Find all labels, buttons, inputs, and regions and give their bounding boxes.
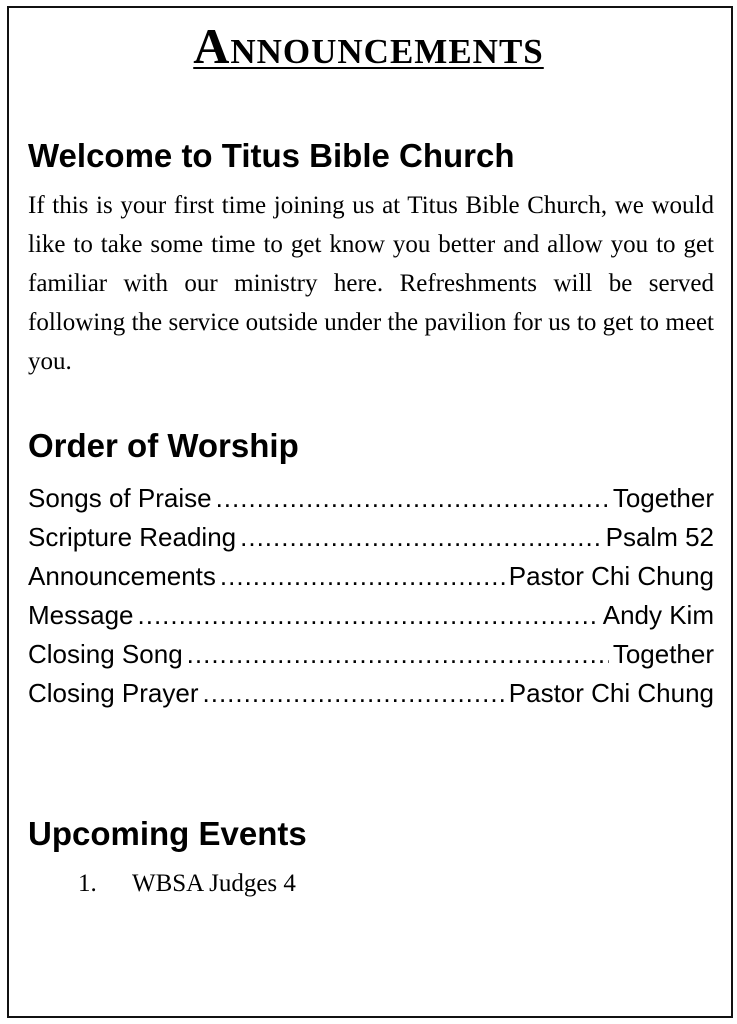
order-leader-name: Together <box>612 639 714 669</box>
page-title-text: Announcements <box>193 18 544 74</box>
list-item <box>78 866 296 902</box>
order-row <box>28 518 714 557</box>
order-of-worship-list <box>28 479 714 713</box>
order-item: Announcements <box>28 561 216 591</box>
order-row <box>28 557 714 596</box>
dot-leader <box>203 674 505 713</box>
welcome-paragraph: If this is your first time joining us at Titus Bible Church, we would like to take some time to get know you better and allow you to get familiar with our ministry here. Refreshments will be served following the service outside under the pavilion for us to get to meet you. <box>28 192 714 375</box>
order-of-worship-heading: Order of Worship <box>28 427 299 464</box>
dot-leader <box>240 518 601 557</box>
upcoming-events-list <box>78 866 296 902</box>
list-item-number: 1. <box>78 870 97 897</box>
page-title <box>0 20 737 72</box>
dot-leader <box>187 635 609 674</box>
order-row <box>28 674 714 713</box>
order-leader-name: Andy Kim <box>602 600 714 630</box>
order-leader-name: Psalm 52 <box>605 522 714 552</box>
dot-leader <box>216 479 609 518</box>
order-item: Closing Prayer <box>28 678 199 708</box>
order-leader-name: Pastor Chi Chung <box>508 561 714 591</box>
order-item: Songs of Praise <box>28 483 212 513</box>
order-leader-name: Together <box>612 483 714 513</box>
order-leader-name: Pastor Chi Chung <box>508 678 714 708</box>
order-item: Closing Song <box>28 639 183 669</box>
welcome-heading: Welcome to Titus Bible Church <box>28 137 515 174</box>
order-item: Message <box>28 600 134 630</box>
upcoming-events-heading: Upcoming Events <box>28 815 307 852</box>
dot-leader <box>138 596 599 635</box>
dot-leader <box>220 557 505 596</box>
list-item-text: WBSA Judges 4 <box>132 870 296 897</box>
order-row <box>28 479 714 518</box>
order-row <box>28 596 714 635</box>
order-row <box>28 635 714 674</box>
order-item: Scripture Reading <box>28 522 237 552</box>
